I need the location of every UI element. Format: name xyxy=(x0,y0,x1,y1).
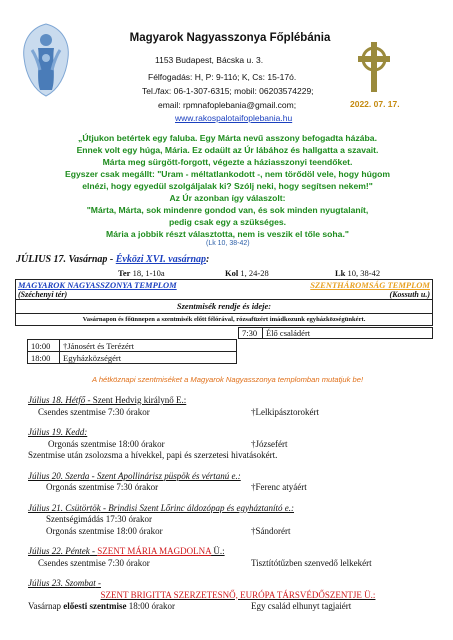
table-row xyxy=(28,340,237,352)
mass-time: 10:00 xyxy=(28,340,60,352)
mass-time: 18:00 xyxy=(28,352,60,364)
mass-time: 7:30 xyxy=(239,328,263,339)
list-item: Orgonás szentmise 18:00 órakor †Józsefért xyxy=(48,438,288,449)
reading-2: Kol 1, 24-28 xyxy=(225,268,269,278)
quote-line: Az Úr azonban így válaszolt: xyxy=(169,193,286,203)
list-item: Vasárnap előesti szentmise 18:00 órakor Egy család elhunyt tagjaiért xyxy=(28,601,352,611)
quote-line: „Útjukon betértek egy faluba. Egy Márta nevű asszony befogadta házába. xyxy=(78,133,377,143)
quote-line: Mária a jobbik részt választotta, nem is veszik el tőle soha." xyxy=(106,229,349,239)
sunday-heading xyxy=(16,254,209,265)
table-row xyxy=(28,352,237,364)
mass-intention: Egyházközségért xyxy=(60,352,237,364)
quote-line: Ennek volt egy húga, Mária. Ez odaült az Úr lábához és hallgatta a szavait. xyxy=(76,145,379,155)
reading-3: Lk 10, 38-42 xyxy=(335,268,381,278)
list-item: Szentségimádás 17:30 órakor xyxy=(46,514,152,524)
website-link[interactable]: www.rakospalotaifoplebania.hu xyxy=(175,113,293,123)
church-left-name: MAGYAROK NAGYASSZONYA TEMPLOM xyxy=(18,280,177,290)
sunday-title-prefix: JÚLIUS 17. Vasárnap - xyxy=(16,254,116,265)
gospel-quote xyxy=(20,132,435,240)
contact-phone: Tel./fax: 06-1-307-6315; mobil: 06203574229; xyxy=(142,86,314,96)
quote-line: pedig csak egy a szükséges. xyxy=(168,217,287,227)
list-item: Csendes szentmise 7:30 órakor Tisztítótűzben szenvedő lelkekért xyxy=(38,557,372,568)
list-item: Orgonás szentmise 7:30 órakor †Ferenc atyáért xyxy=(46,482,307,492)
parish-logo xyxy=(12,20,80,98)
quote-line: Márta meg sürgött-forgott, végezte a háziasszonyi teendőket. xyxy=(102,157,353,167)
mass-order-heading: Szentmisék rendje és ideje: xyxy=(15,300,433,314)
office-hours: Félfogadás: H, P: 9-11ó; K, Cs: 15-17ó. xyxy=(148,72,297,82)
sunday-title-suffix: : xyxy=(206,254,210,265)
mass-intention: Élő családért xyxy=(263,328,433,339)
right-church-masses xyxy=(238,327,433,339)
weekday-schedule xyxy=(28,395,438,613)
day-heading: Július 20. Szerda - Szent Apollinári​sz püspök és vértanú e.: xyxy=(28,470,241,481)
day-heading: Július 21. Csütörtök - Brindisi Szent Lőrinc áldozópap és egyháztanító e.: xyxy=(28,502,295,513)
saturday-feast: SZENT BRIGITTA SZERZETESNŐ, EURÓPA TÁRSVÉDŐSZENTJE Ü.: xyxy=(100,589,376,600)
parish-name: Magyarok Nagyasszonya Főplébánia xyxy=(129,32,331,44)
quote-line: elnézi, hogy egyedül szolgáljalak ki? Szólj neki, hogy segítsen nekem!" xyxy=(82,181,373,191)
mass-intention: †Jánosért és Terézért xyxy=(60,340,237,352)
weekday-note: A hétköznapi szentmiséket a Magyarok Nagyasszonya templomban mutatjuk be! xyxy=(91,375,364,384)
day-heading: Július 19. Kedd: xyxy=(28,427,88,437)
parish-address: 1153 Budapest, Bácska u. 3. xyxy=(155,55,264,65)
day-heading: Július 18. Hétfő - Szent Hedvig királynő E.: xyxy=(28,395,187,405)
left-church-masses xyxy=(27,339,237,364)
quote-reference: (Lk 10, 38-42) xyxy=(206,240,250,247)
rosary-note: Vasárnapon és főünnepen a szentmisék előtt félórával, rózsafüzért imádkozunk egyházközségünkért. xyxy=(15,314,433,326)
quote-line: Egyszer csak megállt: "Uram - méltatlankodott -, nem törődöl vele, hogy húgom xyxy=(65,169,390,179)
contact-email: email: rpmnafoplebania@gmail.com; xyxy=(158,100,297,110)
day-heading: Július 23. Szombat - xyxy=(28,578,102,588)
issue-date: 2022. 07. 17. xyxy=(350,99,400,109)
list-item: Csendes szentmise 7:30 órakor †Lelkipásztorokért xyxy=(38,406,319,417)
church-right-street: (Kossuth u.) xyxy=(389,290,430,299)
day-heading: Július 22. Péntek - SZENT MÁRIA MAGDOLNA Ü.: xyxy=(28,546,225,556)
reading-1: Ter 18, 1-10a xyxy=(118,268,165,278)
quote-line: "Márta, Márta, sok mindenre gondod van, és sok minden nyugtalanít, xyxy=(86,205,369,215)
day-note: Szentmise után zsolozsma a hívekkel, papi és szerzetesi hivatásokért. xyxy=(28,450,278,460)
sunday-feast: Évközi XVI. vasárnap xyxy=(115,254,207,265)
list-item: Orgonás szentmise 18:00 órakor †Sándorért xyxy=(46,525,291,536)
table-row xyxy=(239,328,433,339)
church-left-street: (Széchenyi tér) xyxy=(18,290,68,299)
church-right-name: SZENTHÁROMSÁG TEMPLOM xyxy=(310,280,430,290)
celtic-cross-icon xyxy=(354,40,394,94)
mass-schedule-table xyxy=(15,279,433,326)
